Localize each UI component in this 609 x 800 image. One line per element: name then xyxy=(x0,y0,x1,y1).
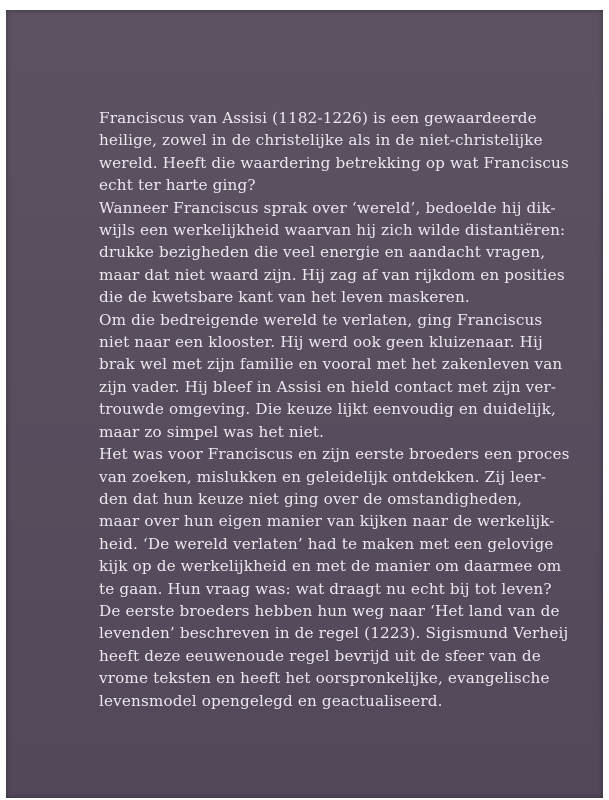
text-line: van zoeken, mislukken en geleidelijk ontdekken. Zij leer- xyxy=(99,467,547,486)
text-line: Het was voor Franciscus en zijn eerste broeders een proces xyxy=(99,445,570,464)
scan-margin xyxy=(603,0,609,800)
paragraph-2 xyxy=(99,197,569,309)
text-line: vrome teksten en heeft het oorspronkelijke, evangelische xyxy=(99,669,550,688)
text-line: te gaan. Hun vraag was: wat draagt nu echt bij tot leven? xyxy=(99,579,552,598)
text-line: De eerste broeders hebben hun weg naar ‘Het land van de xyxy=(99,601,560,620)
text-line: den dat hun keuze niet ging over de omstandigheden, xyxy=(99,489,523,508)
back-cover-text xyxy=(99,107,569,712)
text-line: Franciscus van Assisi (1182-1226) is een gewaardeerde xyxy=(99,109,537,127)
back-cover xyxy=(6,10,603,798)
text-line: maar dat niet waard zijn. Hij zag af van rijkdom en posities xyxy=(99,265,565,284)
text-line: niet naar een klooster. Hij werd ook geen kluizenaar. Hij xyxy=(99,333,543,352)
text-line: heeft deze eeuwenoude regel bevrijd uit de sfeer van de xyxy=(99,646,541,665)
text-line: heilige, zowel in de christelijke als in de niet-christelijke xyxy=(99,131,543,150)
text-line: echt ter harte ging? xyxy=(99,176,256,195)
paragraph-1 xyxy=(99,107,569,197)
paragraph-5 xyxy=(99,600,569,712)
text-line: heid. ‘De wereld verlaten’ had te maken met een gelovige xyxy=(99,534,554,553)
text-line: wereld. Heeft die waardering betrekking op wat Franciscus xyxy=(99,153,569,172)
text-line: die de kwetsbare kant van het leven maskeren. xyxy=(99,288,470,307)
text-line: levensmodel opengelegd en geactualiseerd. xyxy=(99,691,443,710)
text-line: wijls een werkelijkheid waarvan hij zich wilde distantiëren: xyxy=(99,221,566,240)
text-line: zijn vader. Hij bleef in Assisi en hield contact met zijn ver- xyxy=(99,377,557,396)
text-line: maar over hun eigen manier van kijken naar de werkelijk- xyxy=(99,512,555,531)
text-line: Om die bedreigende wereld te verlaten, ging Franciscus xyxy=(99,310,543,329)
text-line: kijk op de werkelijkheid en met de manier om daarmee om xyxy=(99,557,562,576)
text-line: brak wel met zijn familie en vooral met het zakenleven van xyxy=(99,355,563,374)
text-line: drukke bezigheden die veel energie en aandacht vragen, xyxy=(99,243,546,262)
text-line: levenden’ beschreven in de regel (1223). Sigismund Verheij xyxy=(99,624,569,643)
paragraph-4 xyxy=(99,443,569,600)
text-line: maar zo simpel was het niet. xyxy=(99,422,325,441)
paragraph-3 xyxy=(99,309,569,443)
text-line: trouwde omgeving. Die keuze lijkt eenvoudig en duidelijk, xyxy=(99,400,556,419)
text-line: Wanneer Franciscus sprak over ‘wereld’, bedoelde hij dik- xyxy=(99,198,556,217)
